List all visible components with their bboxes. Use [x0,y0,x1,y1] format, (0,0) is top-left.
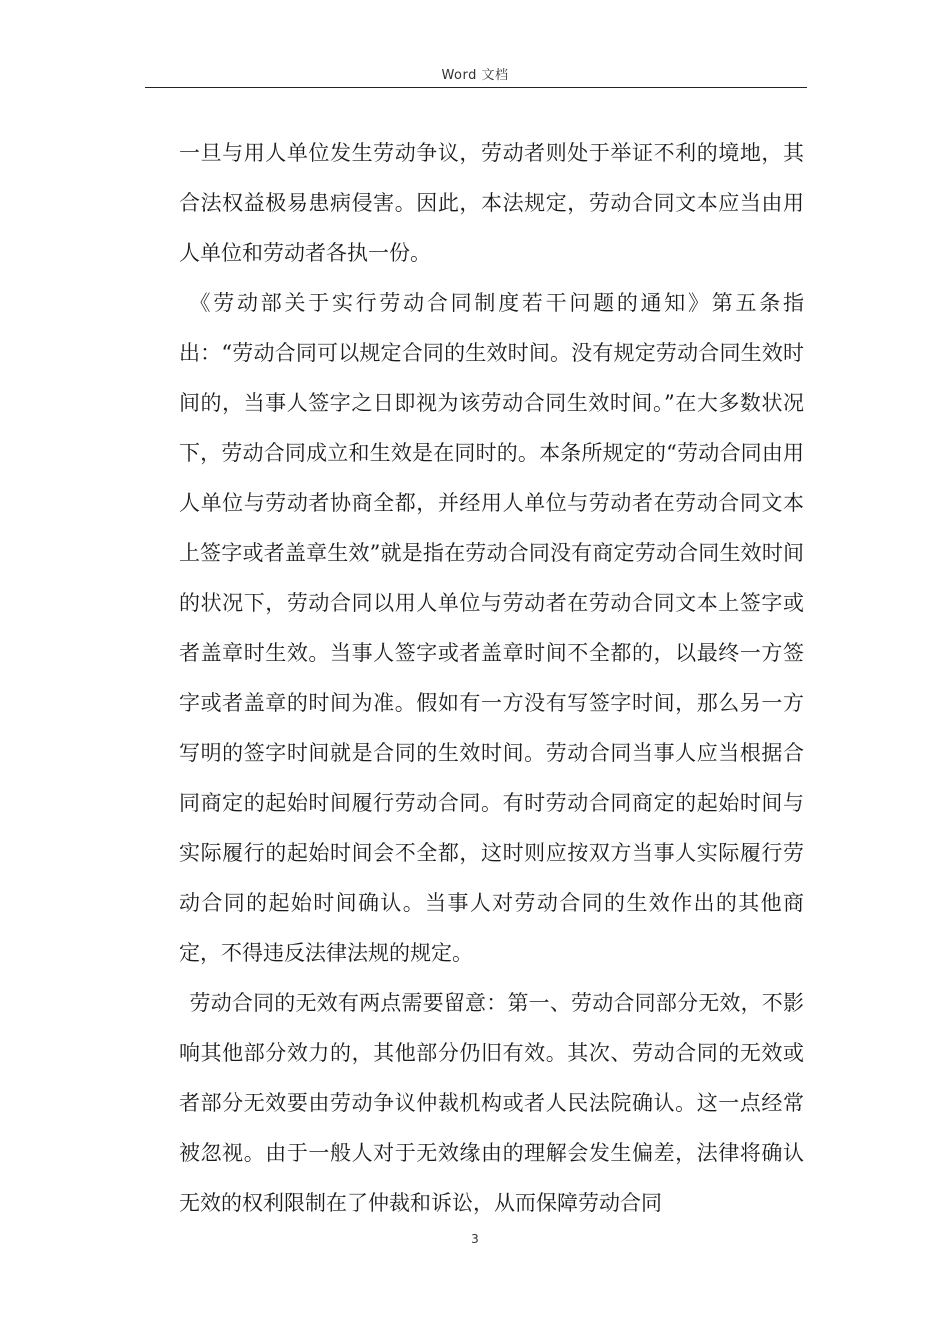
page-header: Word 文档 [441,68,509,83]
page-number: 3 [471,1232,479,1246]
paragraph-2: 《劳动部关于实行劳动合同制度若干问题的通知》第五条指出：“劳动合同可以规定合同的生效时间。没有规定劳动合同生效时间的，当事人签字之日即视为该劳动合同生效时间。”在大多数状况下，劳动合同成立和生效是在同时的。本条所规定的“劳动合同由用人单位与劳动者协商全都，并经用人单位与劳动者在劳动合同文本上签字或者盖章生效”就是指在劳动合同没有商定劳动合同生效时间的状况下，劳动合同以用人单位与劳动者在劳动合同文本上签字或者盖章时生效。当事人签字或者盖章时间不全都的，以最终一方签字或者盖章的时间为准。假如有一方没有写签字时间，那么另一方写明的签字时间就是合同的生效时间。劳动合同当事人应当根据合同商定的起始时间履行劳动合同。有时劳动合同商定的起始时间与实际履行的起始时间会不全都，这时则应按双方当事人实际履行劳动合同的起始时间确认。当事人对劳动合同的生效作出的其他商定，不得违反法律法规的规定。 [179,291,804,965]
header-divider [145,87,807,88]
paragraph-3: 劳动合同的无效有两点需要留意：第一、劳动合同部分无效，不影响其他部分效力的，其他部分仍旧有效。其次、劳动合同的无效或者部分无效要由劳动争议仲裁机构或者人民法院确认。这一点经常被忽视。由于一般人对于无效缘由的理解会发生偏差，法律将确认无效的权利限制在了仲裁和诉讼，从而保障劳动合同 [179,991,804,1215]
document-body [179,128,804,1228]
paragraph-1: 一旦与用人单位发生劳动争议，劳动者则处于举证不利的境地，其合法权益极易患病侵害。因此，本法规定，劳动合同文本应当由用人单位和劳动者各执一份。 [179,141,804,265]
